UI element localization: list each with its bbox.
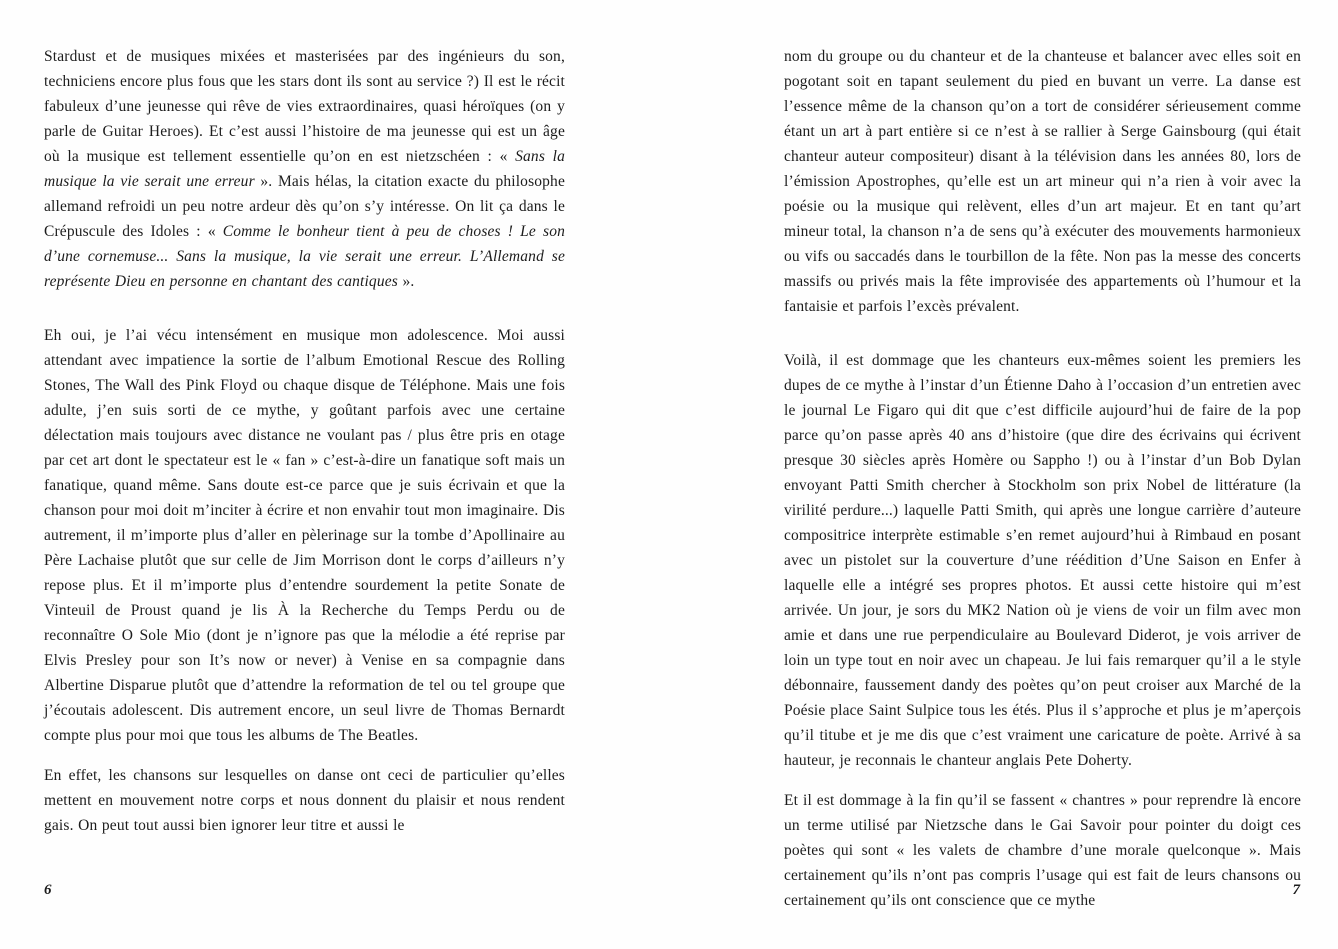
body-text: Et il est dommage à la fin qu’il se fassent « chantres » pour reprendre là encore un terme utilisé par Nietzsche dans le Gai Savoir pour pointer du doigt ces poètes qui sont « les valets de chambre d’une morale quelconque ». Mais certainement qu’ils n’ont pas compris l’usage qui est fait de leurs chansons ou certainement qu’ils ont conscience que ce mythe [784, 792, 1301, 909]
paragraph [784, 348, 1301, 773]
body-text: En effet, les chansons sur lesquelles on danse ont ceci de particulier qu’elles mettent en mouvement notre corps et nous donnent du plaisir et nous rendent gais. On peut tout aussi bien ignorer leur titre et aussi le [44, 767, 565, 834]
paragraph [784, 788, 1301, 913]
body-text: Stardust et de musiques mixées et masterisées par des ingénieurs du son, techniciens encore plus fous que les stars dont ils sont au service ?) Il est le récit fabuleux d’une jeunesse qui rêve de vies extraordinaires, quasi héroïques (on y parle de Guitar Heroes). Et c’est aussi l’histoire de ma jeunesse qui est un âge où la musique est tellement essentielle qu’on en est nietzschéen : « [44, 48, 565, 165]
page-left-text-column [44, 44, 565, 853]
page-right [669, 0, 1338, 949]
page-number-left: 6 [44, 882, 52, 898]
page-number-right: 7 [1292, 882, 1300, 898]
body-text: ». [397, 273, 415, 290]
body-text: nom du groupe ou du chanteur et de la chanteuse et balancer avec elles soit en pogotant soit en tapant seulement du pied en buvant un verre. La danse est l’essence même de la chanson qu’on a tort de considérer sérieusement comme étant un art à part entière si ce n’est à se rallier à Serge Gainsbourg (qui était chanteur auteur compositeur) disant à la télévision dans les années 80, lors de l’émission Apostrophes, qu’elle est un art mineur qui n’a rien à voir avec la poésie ou la musique qui relèvent, elles d’un art majeur. Et en tant qu’art mineur total, la chanson n’a de sens qu’à exécuter des mouvements harmonieux ou vifs ou saccadés dans le tourbillon de la fête. Non pas la messe des concerts massifs ou privés mais la fête improvisée des appartements où l’humour et la fantaisie et parfois l’excès prévalent. [784, 48, 1301, 315]
body-text: Voilà, il est dommage que les chanteurs eux-mêmes soient les premiers les dupes de ce mythe à l’instar d’un Étienne Daho à l’occasion d’un entretien avec le journal Le Figaro qui dit que c’est difficile aujourd’hui de faire de la pop parce qu’on passe après 40 ans d’histoire (que dire des écrivains qui écrivent presque 30 siècles après Homère ou Sappho !) ou à l’instar d’un Bob Dylan envoyant Patti Smith chercher à Stockholm son prix Nobel de littérature (la virilité perdure...) laquelle Patti Smith, qui après une longue carrière d’auteure compositrice interprète estimable s’en remet aujourd’hui à Rimbaud en posant avec un pistolet sur la couverture d’une réédition d’Une Saison en Enfer à laquelle elle a intégré ses propres photos. Et aussi cette histoire qui m’est arrivée. Un jour, je sors du MK2 Nation où je viens de voir un film avec mon amie et dans une rue perpendiculaire au Boulevard Diderot, je vois arriver de loin un type tout en noir avec un chapeau. Je lui fais remarquer qu’il a le style débonnaire, faussement dandy des poètes qu’on peut croiser aux Marché de la Poésie place Saint Sulpice tous les étés. Plus il s’approche et plus je m’aperçois qu’il titube et je me dis que c’est vraiment une caricature de poète. Arrivé à sa hauteur, je reconnais le chanteur anglais Pete Doherty. [784, 352, 1301, 769]
body-text: ». Mais hélas, la citation exacte du philosophe allemand refroidi un peu notre ardeur dès qu’on s’y intéresse. On lit ça dans le Crépuscule des Idoles : « [44, 173, 565, 240]
paragraph [44, 763, 565, 838]
page-right-text-column [784, 44, 1301, 928]
paragraph [44, 323, 565, 748]
paragraph [784, 44, 1301, 319]
quoted-italic-text: Comme le bonheur tient à peu de choses ! Le son d’une cornemuse... Sans la musique, la vie serait une erreur. L’Allemand se représente Dieu en personne en chantant des cantiques [44, 223, 565, 290]
quoted-italic-text: Sans la musique la vie serait une erreur [44, 148, 565, 190]
body-text: Eh oui, je l’ai vécu intensément en musique mon adolescence. Moi aussi attendant avec impatience la sortie de l’album Emotional Rescue des Rolling Stones, The Wall des Pink Floyd ou chaque disque de Téléphone. Mais une fois adulte, j’en suis sorti de ce mythe, y goûtant parfois avec une certaine délectation mais toujours avec distance ne voulant pas / plus être pris en otage par cet art dont le spectateur est le « fan » c’est-à-dire un fanatique soft mais un fanatique, quand même. Sans doute est-ce parce que je suis écrivain et que la chanson pour moi doit m’inciter à écrire et non envahir tout mon imaginaire. Dis autrement, il m’importe plus d’aller en pèlerinage sur la tombe d’Apollinaire au Père Lachaise plutôt que sur celle de Jim Morrison dont le corps d’ailleurs n’y repose plus. Et il m’importe plus d’entendre sourdement la petite Sonate de Vinteuil de Proust quand je lis À la Recherche du Temps Perdu ou de reconnaître O Sole Mio (dont je n’ignore pas que la mélodie a été reprise par Elvis Presley pour son It’s now or never) à Venise en sa compagnie dans Albertine Disparue plutôt que d’attendre la reformation de tel ou tel groupe que j’écoutais adolescent. Dis autrement encore, un seul livre de Thomas Bernardt compte plus pour moi que tous les albums de The Beatles. [44, 327, 565, 744]
paragraph [44, 44, 565, 294]
